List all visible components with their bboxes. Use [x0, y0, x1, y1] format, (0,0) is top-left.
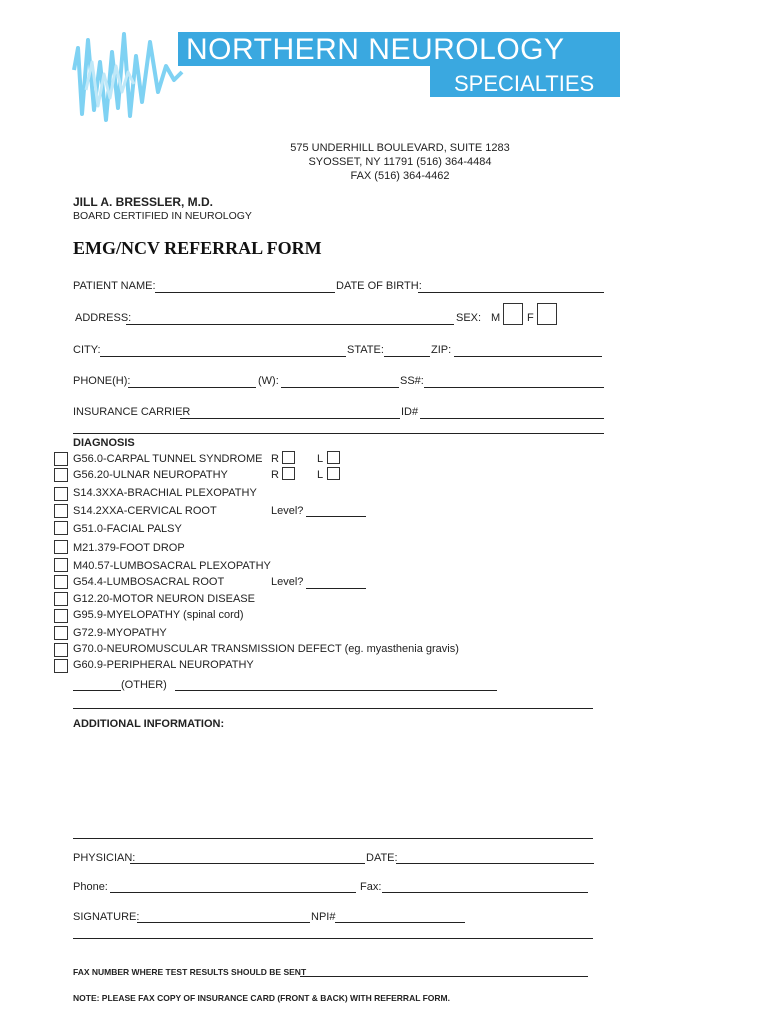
diagnosis-item-7: G54.4-LUMBOSACRAL ROOT	[73, 576, 225, 588]
lumbosacral-level-label: Level?	[271, 576, 304, 588]
diagnosis-item-6: M40.57-LUMBOSACRAL PLEXOPATHY	[73, 560, 271, 572]
diagnosis-item-10: G72.9-MYOPATHY	[73, 627, 167, 639]
doctor-name: JILL A. BRESSLER, M.D.	[73, 195, 214, 209]
id-field[interactable]	[420, 418, 604, 419]
physician-date-field[interactable]	[396, 863, 594, 864]
patient-name-label: PATIENT NAME:	[73, 280, 156, 292]
diagnosis-item-4: G51.0-FACIAL PALSY	[73, 523, 182, 535]
diagnosis-item-9: G95.9-MYELOPATHY (spinal cord)	[73, 609, 244, 621]
fax-results-field[interactable]	[300, 976, 588, 977]
diagnosis-heading: DIAGNOSIS	[73, 437, 135, 449]
waveform-logo-icon	[70, 22, 190, 122]
state-label: STATE:	[347, 344, 384, 356]
ulnar-l-checkbox[interactable]	[327, 467, 340, 480]
phone-h-label: PHONE(H):	[73, 375, 131, 387]
physician-phone-field[interactable]	[110, 892, 356, 893]
physician-fax-field[interactable]	[382, 892, 588, 893]
logo-line1: NORTHERN NEUROLOGY	[186, 33, 565, 66]
diagnosis-item-0: G56.0-CARPAL TUNNEL SYNDROME	[73, 453, 263, 465]
logo-line2: SPECIALTIES	[454, 71, 595, 96]
form-title: EMG/NCV REFERRAL FORM	[73, 238, 322, 258]
physician-field[interactable]	[130, 863, 365, 864]
additional-info-label: ADDITIONAL INFORMATION:	[73, 718, 225, 730]
sex-m-label: M	[491, 312, 501, 324]
npi-field[interactable]	[335, 922, 465, 923]
diagnosis-checkbox-1[interactable]	[54, 468, 68, 482]
phone-w-field[interactable]	[281, 387, 399, 388]
signature-field[interactable]	[137, 922, 310, 923]
lumbosacral-level-field[interactable]	[306, 588, 366, 589]
cts-r-label: R	[271, 453, 279, 465]
ulnar-r-label: R	[271, 469, 279, 481]
diagnosis-checkbox-0[interactable]	[54, 452, 68, 466]
cervical-level-label: Level?	[271, 505, 304, 517]
city-label: CITY:	[73, 344, 101, 356]
address-field[interactable]	[126, 324, 454, 325]
physician-label: PHYSICIAN:	[73, 852, 136, 864]
physician-date-label: DATE:	[366, 852, 398, 864]
footer-note: NOTE: PLEASE FAX COPY OF INSURANCE CARD (FRONT & BACK) WITH REFERRAL FORM.	[73, 993, 450, 1003]
diagnosis-checkbox-3[interactable]	[54, 504, 68, 518]
address-line2: SYOSSET, NY 11791 (516) 364-4484	[308, 156, 492, 168]
patient-name-field[interactable]	[155, 292, 335, 293]
ss-field[interactable]	[424, 387, 604, 388]
diagnosis-item-3: S14.2XXA-CERVICAL ROOT	[73, 505, 217, 517]
dob-label: DATE OF BIRTH:	[336, 280, 422, 292]
sex-f-checkbox[interactable]	[537, 303, 557, 325]
diagnosis-checkbox-4[interactable]	[54, 521, 68, 535]
additional-info-line	[73, 838, 593, 839]
diagnosis-checkbox-6[interactable]	[54, 558, 68, 572]
city-field[interactable]	[100, 356, 346, 357]
signature-divider-line	[73, 938, 593, 939]
physician-fax-label: Fax:	[360, 881, 382, 893]
state-field[interactable]	[384, 356, 430, 357]
insurance-label: INSURANCE CARRIER	[73, 406, 191, 418]
diagnosis-checkbox-8[interactable]	[54, 592, 68, 606]
address-label: ADDRESS:	[75, 312, 132, 324]
other-label: (OTHER)	[121, 679, 167, 691]
ulnar-l-label: L	[317, 469, 324, 481]
diagnosis-checkbox-7[interactable]	[54, 575, 68, 589]
diagnosis-checkbox-12[interactable]	[54, 659, 68, 673]
other-code-field[interactable]	[73, 690, 121, 691]
phone-w-label: (W):	[258, 375, 279, 387]
diagnosis-item-11: G70.0-NEUROMUSCULAR TRANSMISSION DEFECT (eg. myasthenia gravis)	[73, 643, 459, 655]
diagnosis-item-2: S14.3XXA-BRACHIAL PLEXOPATHY	[73, 487, 257, 499]
cts-r-checkbox[interactable]	[282, 451, 295, 464]
diagnosis-item-1: G56.20-ULNAR NEUROPATHY	[73, 469, 228, 481]
id-label: ID#	[401, 406, 419, 418]
cts-l-checkbox[interactable]	[327, 451, 340, 464]
fax-results-label: FAX NUMBER WHERE TEST RESULTS SHOULD BE SENT	[73, 967, 307, 977]
signature-label: SIGNATURE:	[73, 911, 140, 923]
address-line1: 575 UNDERHILL BOULEVARD, SUITE 1283	[290, 142, 510, 154]
address-line3: FAX (516) 364-4462	[350, 170, 450, 182]
phone-h-field[interactable]	[128, 387, 256, 388]
physician-phone-label: Phone:	[73, 881, 108, 893]
diagnosis-checkbox-2[interactable]	[54, 487, 68, 501]
additional-info-area[interactable]	[73, 734, 593, 834]
diagnosis-checkbox-10[interactable]	[54, 626, 68, 640]
divider-line	[73, 433, 604, 434]
zip-field[interactable]	[454, 356, 602, 357]
diagnosis-checkbox-11[interactable]	[54, 643, 68, 657]
dob-field[interactable]	[418, 292, 604, 293]
diagnosis-checkbox-5[interactable]	[54, 540, 68, 554]
diagnosis-item-12: G60.9-PERIPHERAL NEUROPATHY	[73, 659, 254, 671]
other-extra-line[interactable]	[73, 708, 593, 709]
sex-f-label: F	[527, 312, 534, 324]
diagnosis-item-5: M21.379-FOOT DROP	[73, 542, 185, 554]
zip-label: ZIP:	[431, 344, 452, 356]
ulnar-r-checkbox[interactable]	[282, 467, 295, 480]
cervical-level-field[interactable]	[306, 516, 366, 517]
sex-m-checkbox[interactable]	[503, 303, 523, 325]
cts-l-label: L	[317, 453, 324, 465]
ss-label: SS#:	[400, 375, 424, 387]
sex-label: SEX:	[456, 312, 482, 324]
npi-label: NPI#	[311, 911, 336, 923]
other-description-field[interactable]	[175, 690, 497, 691]
diagnosis-item-8: G12.20-MOTOR NEURON DISEASE	[73, 593, 255, 605]
insurance-field[interactable]	[180, 418, 400, 419]
doctor-cert: BOARD CERTIFIED IN NEUROLOGY	[73, 210, 252, 222]
diagnosis-checkbox-9[interactable]	[54, 609, 68, 623]
